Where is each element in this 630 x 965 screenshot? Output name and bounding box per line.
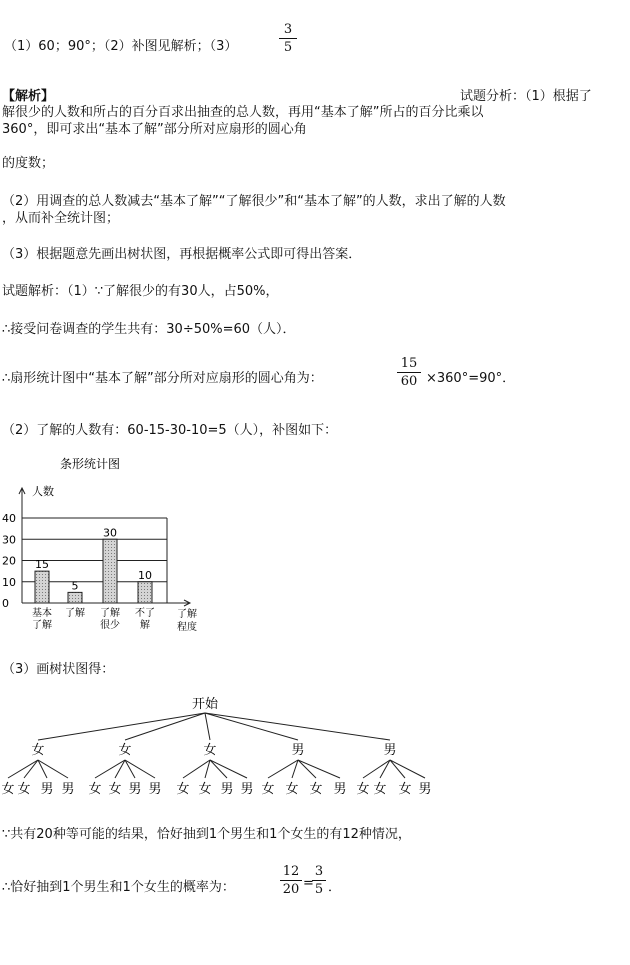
bar [103,539,117,603]
data-label: 5 [71,579,79,593]
fraction-numerator: 15 [400,356,418,371]
tree-leaf: 男 [40,782,54,797]
tree-node: 男 [291,743,305,758]
solution-line: ． [328,880,342,895]
analysis-line: ，从而补全统计图； [2,211,120,226]
category-label: 了解 [65,608,85,619]
fraction-denominator: 60 [400,374,418,389]
analysis-line: 360°，即可求出“基本了解”部分所对应扇形的圆心角 [2,122,307,137]
analysis-line: （2）用调查的总人数减去“基本了解”“了解很少”和“基本了解”的人数，求出了解的人数 [2,194,506,209]
solution-line: ∴恰好抽到1个男生和1个女生的概率为： [2,880,235,895]
chart-title: 条形统计图 [60,457,121,471]
probability-fraction-1 [280,864,302,897]
data-label: 15 [35,558,49,572]
tree-leaf: 男 [148,782,162,797]
probability-fraction-2 [312,864,326,897]
bar [68,592,82,603]
tree-branch [205,713,298,740]
tree-node: 女 [203,743,217,758]
solution-fraction [397,356,421,389]
equals-sign: = [303,876,314,891]
y-tick-label: 40 [2,512,16,525]
solution-line: （3）画树状图得： [2,662,115,677]
tree-leaf: 女 [108,782,122,797]
x-axis-label: 了解 [177,609,197,620]
category-label: 不了 [135,608,155,619]
tree-leaf: 男 [333,782,347,797]
tree-branch [363,760,390,778]
bar [35,571,49,603]
analysis-line: 的度数； [2,156,55,171]
tree-node: 男 [383,743,397,758]
answer-line [4,35,237,54]
tree-branch [8,760,38,778]
y-axis-label: 人数 [32,485,54,498]
tree-leaf: 女 [176,782,190,797]
solution-line: ×360°=90°． [426,371,516,386]
tree-branch [205,713,390,740]
fraction-denominator: 20 [282,882,300,897]
bar [138,582,152,603]
tree-branch [210,760,247,778]
tree-leaf: 女 [373,782,387,797]
tree-node: 女 [118,743,132,758]
tree-branch [298,760,340,778]
tree-leaf: 女 [17,782,31,797]
fraction-numerator: 12 [282,864,300,879]
tree-branch [205,713,210,740]
category-label: 很少 [100,620,120,631]
y-tick-label: 20 [2,554,16,568]
tree-leaf: 女 [398,782,412,797]
analysis-line: （3）根据题意先画出树状图，再根据概率公式即可得出答案． [2,247,362,262]
tree-leaf: 男 [240,782,254,797]
tree-branch [390,760,405,778]
fraction-denominator: 5 [283,40,293,55]
category-label: 了解 [32,620,52,631]
tree-leaf: 男 [418,782,432,797]
solution-line: （2）了解的人数有：60-15-30-10=5（人），补图如下： [2,423,338,438]
analysis-heading: 【解析】 [2,89,55,104]
tree-branch [38,713,205,740]
fraction-numerator: 3 [314,864,324,879]
tree-leaf: 女 [356,782,370,797]
tree-leaf: 女 [1,782,15,797]
y-tick-label: 0 [2,597,9,610]
data-label: 10 [138,568,152,582]
x-axis-label: 程度 [177,622,197,633]
tree-leaf: 男 [128,782,142,797]
tree-branch [24,760,38,778]
tree-branch [268,760,298,778]
solution-line: 试题解析：（1）∵了解很少的有30人，占50%， [2,284,279,299]
tree-leaf: 女 [88,782,102,797]
tree-leaf: 女 [261,782,275,797]
tree-branch [390,760,425,778]
y-tick-label: 10 [2,575,16,589]
solution-line: ∴扇形统计图中“基本了解”部分所对应扇形的圆心角为： [2,371,323,386]
tree-branch [125,713,205,740]
solution-line: ∴接受问卷调查的学生共有：30÷50%=60（人）． [2,322,296,337]
tree-leaf: 女 [198,782,212,797]
tree-node: 女 [31,743,45,758]
analysis-line: 解很少的人数和所占的百分百求出抽查的总人数，再用“基本了解”所占的百分比乘以 [2,105,484,120]
answer-fraction [279,22,297,55]
data-label: 30 [103,526,117,540]
tree-branch [210,760,227,778]
y-tick-label: 30 [2,533,16,547]
solution-line: ∵共有20种等可能的结果，恰好抽到1个男生和1个女生的有12种情况， [2,827,411,842]
tree-leaf: 女 [309,782,323,797]
answer-text: （1）60；90°；（2）补图见解析；（3） [4,39,238,54]
category-label: 基本 [32,608,52,619]
tree-leaf: 男 [61,782,75,797]
tree-branch [298,760,316,778]
tree-diagram [0,690,440,810]
tree-root: 开始 [191,697,219,712]
bar-chart [0,448,240,638]
tree-branch [380,760,390,778]
tree-leaf: 男 [220,782,234,797]
analysis-hint: 试题分析：（1）根据了 [460,89,592,104]
category-label: 解 [140,620,150,631]
category-label: 了解 [100,608,120,619]
fraction-denominator: 5 [314,882,324,897]
tree-leaf: 女 [285,782,299,797]
fraction-numerator: 3 [283,22,293,37]
